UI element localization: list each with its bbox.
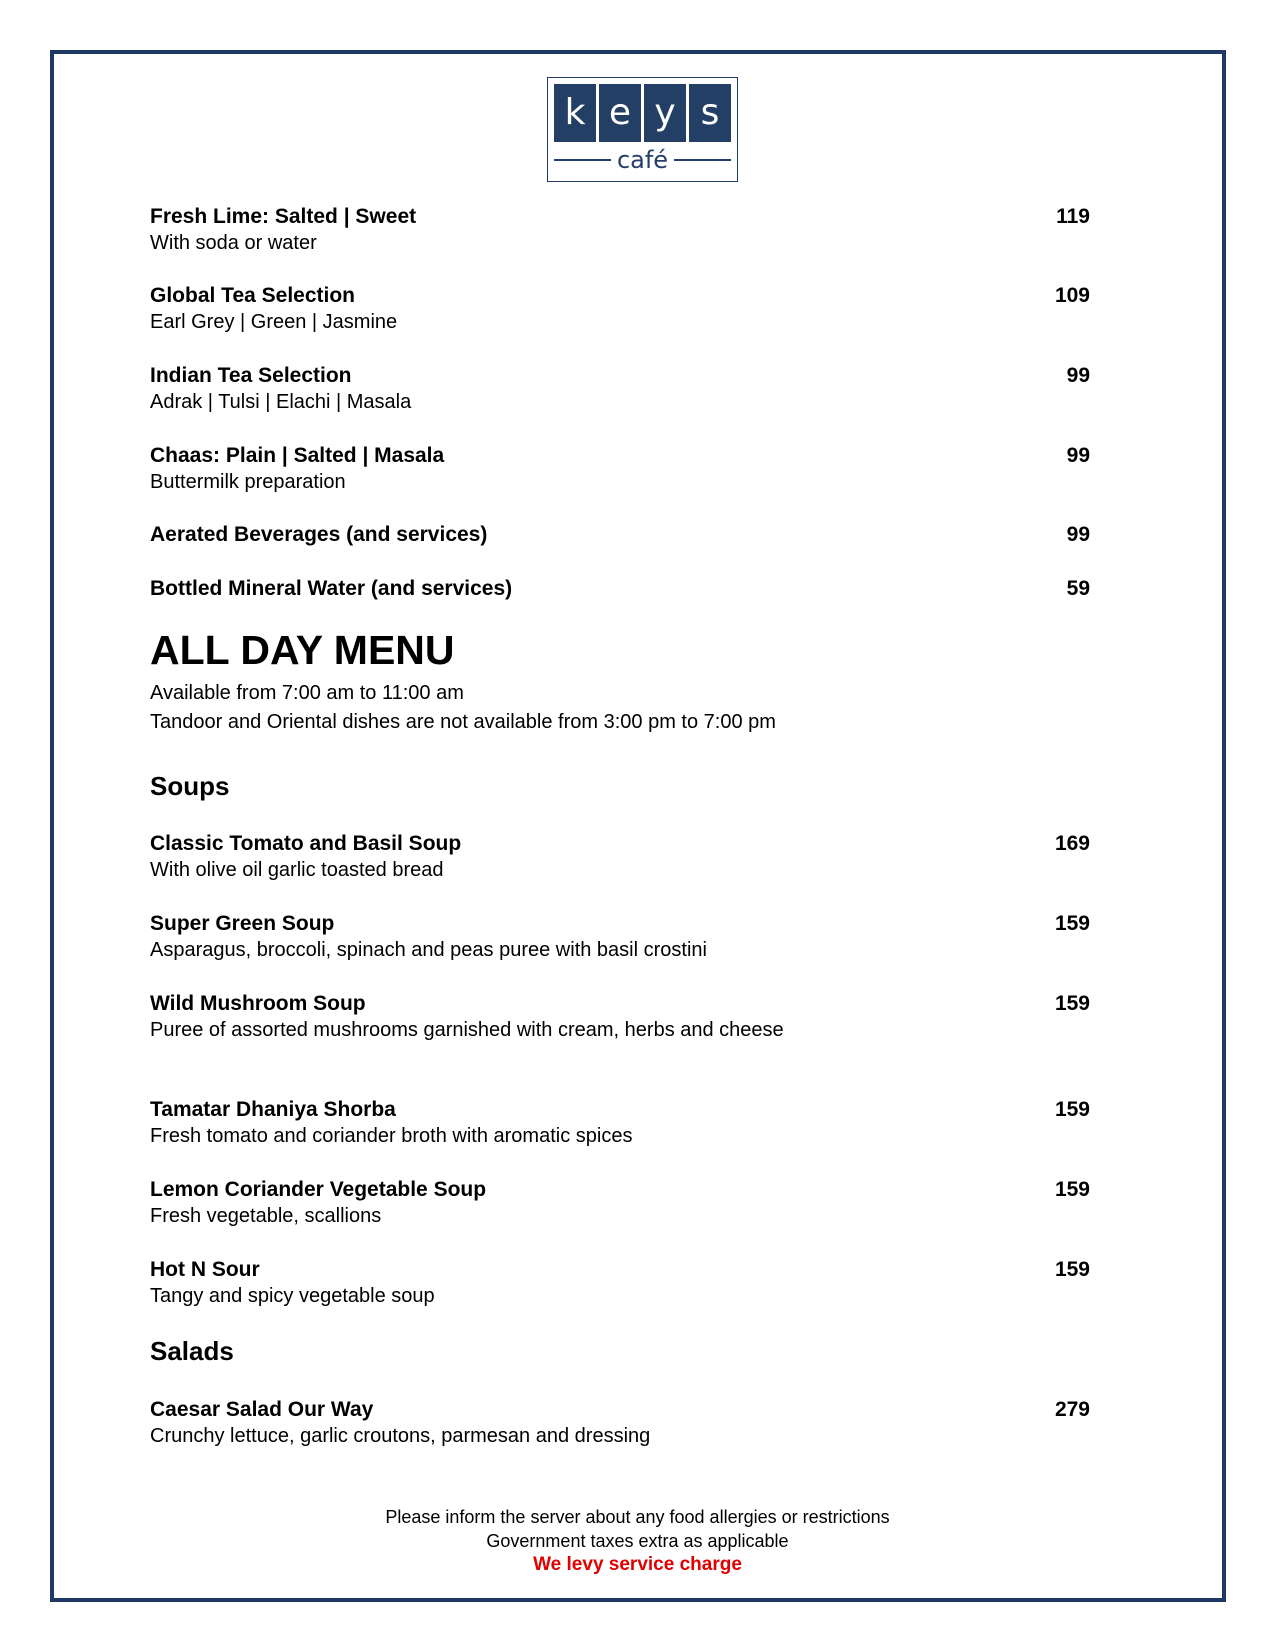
tax-note: Government taxes extra as applicable [486,1531,789,1551]
menu-item [150,204,1090,256]
item-description: Adrak | Tulsi | Elachi | Masala [150,391,412,413]
item-price: 159 [1054,1178,1090,1201]
item-price: 159 [1054,1098,1090,1121]
logo-rule-right [674,159,731,161]
item-name: Tamatar Dhaniya Shorba [150,1098,396,1121]
item-price: 279 [1054,1398,1090,1421]
menu-item [150,831,1090,883]
logo-letter: s [689,84,731,142]
item-name: Bottled Mineral Water (and services) [150,577,513,600]
item-name: Lemon Coriander Vegetable Soup [150,1178,487,1201]
item-description: Fresh tomato and coriander broth with aromatic spices [150,1125,633,1147]
item-price: 59 [1066,577,1090,600]
item-price: 159 [1054,1258,1090,1281]
item-price: 99 [1066,523,1090,546]
item-name: Wild Mushroom Soup [150,992,366,1015]
logo-rule-left [554,159,611,161]
item-name: Hot N Sour [150,1258,260,1281]
menu-item [150,363,1090,415]
item-price: 119 [1056,205,1090,228]
logo-letter: k [554,84,596,142]
item-description: Tangy and spicy vegetable soup [150,1285,435,1307]
availability-note: Available from 7:00 am to 11:00 am [150,682,464,704]
item-price: 169 [1054,832,1090,855]
item-description: With soda or water [150,232,317,254]
keys-cafe-logo [547,77,738,182]
item-name: Indian Tea Selection [150,364,352,387]
all-day-menu-title: ALL DAY MENU [150,627,455,673]
item-description: Fresh vegetable, scallions [150,1205,382,1227]
item-price: 99 [1066,444,1090,467]
item-name: Classic Tomato and Basil Soup [150,832,462,855]
menu-item [150,443,1090,495]
menu-item [150,576,1090,602]
menu-item [150,1097,1090,1149]
menu-item [150,991,1090,1043]
menu-item [150,911,1090,963]
item-name: Caesar Salad Our Way [150,1398,374,1421]
item-description: Buttermilk preparation [150,471,346,493]
item-name: Aerated Beverages (and services) [150,523,488,546]
item-name: Fresh Lime: Salted | Sweet [150,205,417,228]
menu-item [150,522,1090,548]
allergy-note: Please inform the server about any food allergies or restrictions [385,1507,890,1527]
item-price: 109 [1054,284,1090,307]
logo-subtitle: café [616,146,669,174]
item-price: 159 [1054,992,1090,1015]
menu-item [150,1177,1090,1229]
menu-item [150,283,1090,335]
logo-letter: y [644,84,686,142]
item-name: Global Tea Selection [150,284,355,307]
menu-item [150,1397,1090,1449]
item-description: Puree of assorted mushrooms garnished with cream, herbs and cheese [150,1019,784,1041]
service-charge-note: We levy service charge [533,1554,742,1575]
item-description: With olive oil garlic toasted bread [150,859,444,881]
section-heading-salads: Salads [150,1336,234,1366]
tandoor-note: Tandoor and Oriental dishes are not available from 3:00 pm to 7:00 pm [150,711,776,733]
item-name: Chaas: Plain | Salted | Masala [150,444,445,467]
section-heading-soups: Soups [150,771,230,801]
menu-item [150,1257,1090,1309]
item-price: 99 [1066,364,1090,387]
logo-letter: e [599,84,641,142]
item-description: Asparagus, broccoli, spinach and peas puree with basil crostini [150,939,707,961]
item-description: Crunchy lettuce, garlic croutons, parmesan and dressing [150,1425,651,1447]
item-price: 159 [1054,912,1090,935]
item-description: Earl Grey | Green | Jasmine [150,311,398,333]
item-name: Super Green Soup [150,912,335,935]
